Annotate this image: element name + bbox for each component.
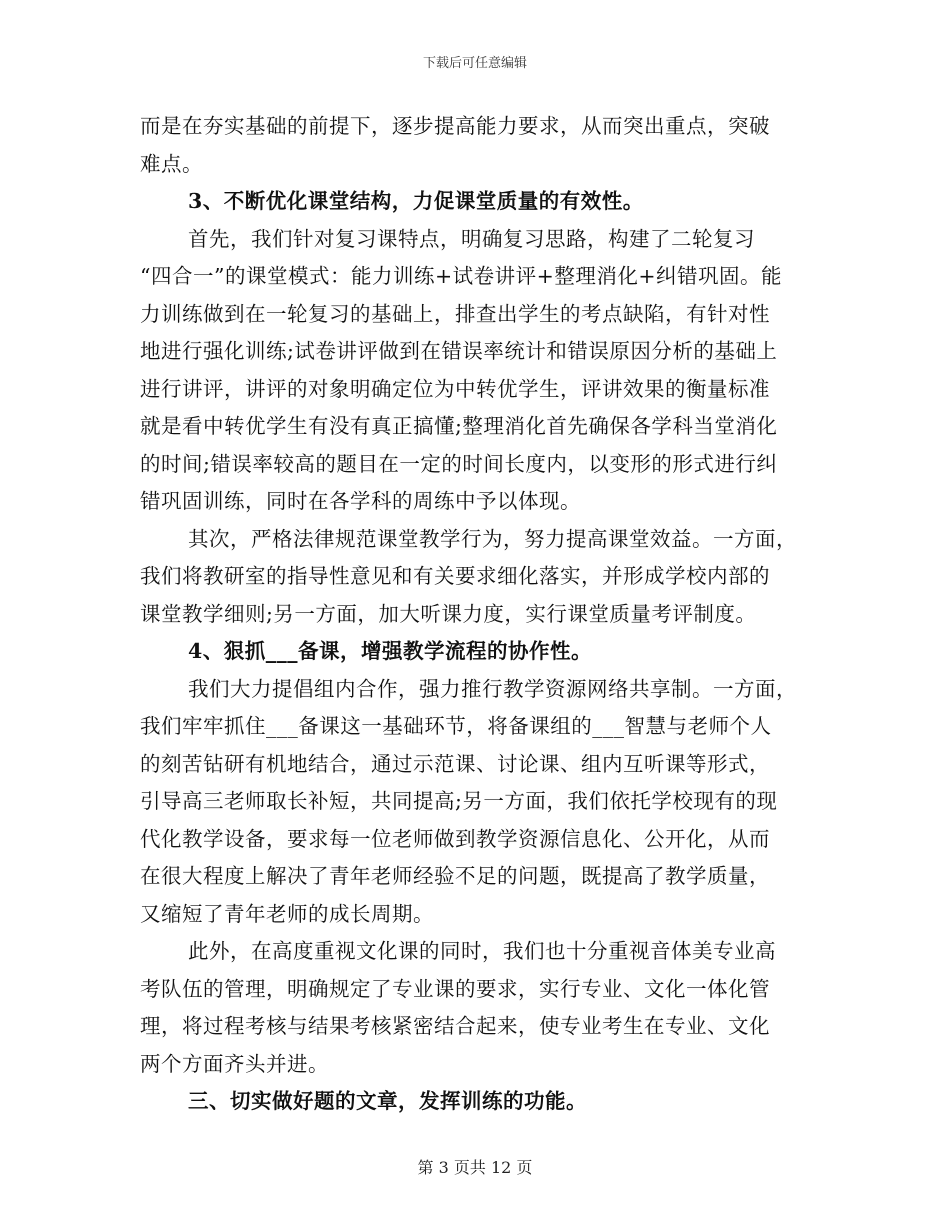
body-line: 在很大程度上解决了青年老师经验不足的问题，既提高了教学质量， [140, 864, 770, 888]
body-line: 而是在夯实基础的前提下，逐步提高能力要求，从而突出重点，突破 [140, 114, 770, 138]
body-line: “四合一”的课堂模式：能力训练+试卷讲评+整理消化+纠错巩固。能 [140, 264, 782, 288]
body-line: 地进行强化训练;试卷讲评做到在错误率统计和错误原因分析的基础上 [140, 339, 778, 363]
body-line: 课堂教学细则;另一方面，加大听课力度，实行课堂质量考评制度。 [140, 601, 757, 626]
body-line: 引导高三老师取长补短，共同提高;另一方面，我们依托学校现有的现 [140, 789, 778, 813]
page-header: 下载后可任意编辑 [422, 56, 527, 71]
body-line: 我们牢牢抓住___备课这一基础环节，将备课组的___智慧与老师个人 [140, 714, 772, 738]
body-line: 我们大力提倡组内合作，强力推行教学资源网络共享制。一方面， [188, 676, 797, 701]
page-number: 第 3 页共 12 页 [417, 1158, 533, 1177]
section-heading: 三、切实做好题的文章，发挥训练的功能。 [188, 1089, 587, 1113]
body-line: 首先，我们针对复习课特点，明确复习思路，构建了二轮复习 [188, 226, 755, 251]
body-line: 其次，严格法律规范课堂教学行为，努力提高课堂效益。一方面， [188, 526, 797, 551]
body-line: 就是看中转优学生有没有真正搞懂;整理消化首先确保各学科当堂消化 [140, 414, 778, 438]
body-line: 我们将教研室的指导性意见和有关要求细化落实，并形成学校内部的 [140, 564, 770, 588]
body-line: 考队伍的管理，明确规定了专业课的要求，实行专业、文化一体化管 [140, 976, 770, 1001]
body-line: 理，将过程考核与结果考核紧密结合起来，使专业考生在专业、文化 [140, 1014, 770, 1038]
body-line: 进行讲评，讲评的对象明确定位为中转优学生，评讲效果的衡量标准 [140, 376, 770, 401]
body-line: 代化教学设备，要求每一位老师做到教学资源信息化、公开化，从而 [140, 826, 770, 851]
document-body [140, 108, 800, 1121]
section-heading: 4、狠抓___备课，增强教学流程的协作性。 [188, 639, 593, 663]
section-heading: 3、不断优化课堂结构，力促课堂质量的有效性。 [188, 189, 644, 213]
body-line: 的刻苦钻研有机地结合，通过示范课、讨论课、组内互听课等形式， [140, 751, 770, 776]
body-line: 两个方面齐头并进。 [140, 1051, 329, 1076]
body-line: 又缩短了青年老师的成长周期。 [140, 901, 434, 926]
body-line: 力训练做到在一轮复习的基础上，排查出学生的考点缺陷，有针对性 [140, 301, 770, 326]
body-line: 此外，在高度重视文化课的同时，我们也十分重视音体美专业高 [188, 939, 776, 963]
body-line: 的时间;错误率较高的题目在一定的时间长度内，以变形的形式进行纠 [140, 451, 778, 476]
body-line: 难点。 [140, 151, 203, 176]
body-line: 错巩固训练，同时在各学科的周练中予以体现。 [140, 489, 581, 513]
